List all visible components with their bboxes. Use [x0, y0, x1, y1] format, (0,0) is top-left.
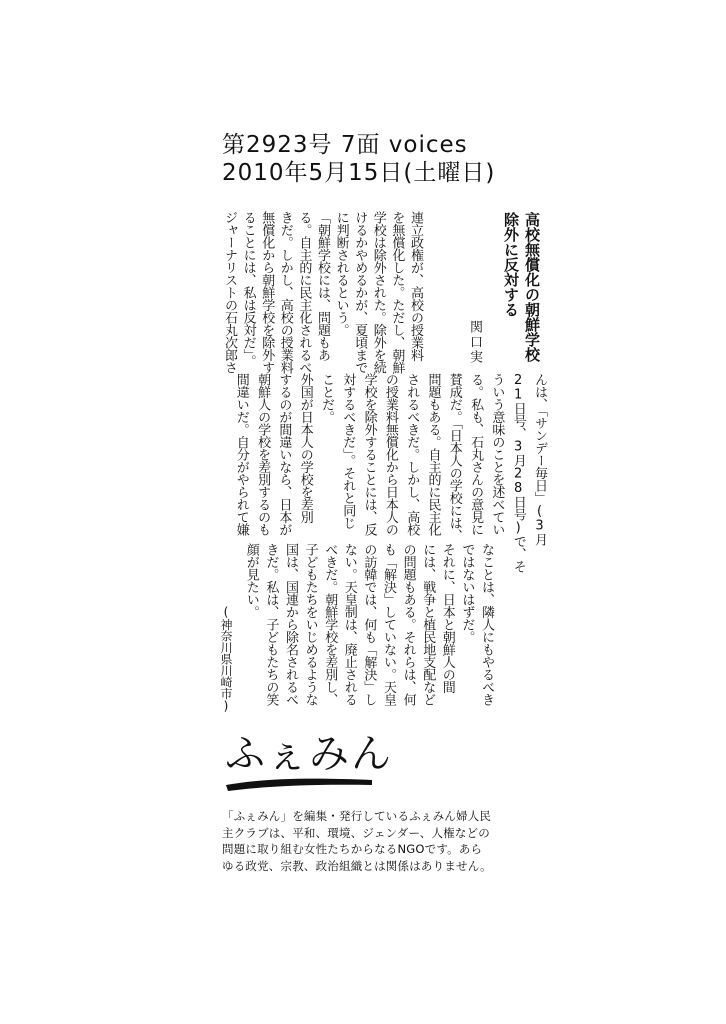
article-column: に判断されるという。	[333, 211, 349, 336]
headline-line-2: 除外に反対する	[502, 212, 520, 317]
article-column: 対するべきだ」。それと同じ	[340, 373, 356, 529]
article-column: 子どもたちをいじめるような	[302, 543, 318, 706]
newspaper-clipping	[212, 205, 556, 713]
article-column: ではないはずだ。	[459, 543, 475, 643]
footer-line: 問題に取り組む女性たちからなるNGOです。あら	[222, 842, 483, 856]
footer-description	[222, 808, 506, 874]
article-column: けるかやめるかが、夏頃まで	[352, 211, 368, 374]
article-column: べきだ。朝鮮学校を差別し、	[322, 543, 338, 706]
article-column: の授業料無償化から日本人の	[382, 373, 398, 536]
article-column: 顔が見たい。	[243, 543, 259, 618]
article-column: 問題もある。自主的に民主化	[425, 373, 441, 536]
article-column: 賛成だ。「日本人の学校には、	[446, 373, 462, 542]
femin-logo: ふぇみん	[225, 731, 393, 777]
article-column: 間違いだ。自分がやられて嫌	[233, 373, 249, 536]
article-column: 無償化から朝鮮学校を除外す	[259, 211, 275, 374]
article-column: ることには、私は反対だ」。	[240, 211, 256, 367]
article-column: ことだ。	[319, 373, 334, 423]
article-location: (神奈川県川崎市)	[219, 605, 233, 713]
article-column: 国は、国連から除名されるべ	[283, 543, 298, 706]
article-column: 学校を除外することには、反	[361, 373, 377, 536]
article-author: 関口実	[467, 320, 482, 365]
article-column: 朝鮮人の学校を差別するのも	[255, 373, 271, 536]
article-column: の訪韓では、何も「解決」し	[361, 543, 377, 706]
article-column: んは、「サンデー毎日」(3月	[532, 373, 547, 546]
article-column: の問題もある。それらは、何	[400, 543, 416, 706]
article-column: なことは、隣人にもやるべき	[479, 543, 494, 706]
article-column: には、戦争と植民地支配など	[420, 543, 436, 706]
article-column: きだ。しかし、高校の授業料	[277, 211, 293, 374]
article-column: を無償化した。ただし、朝鮮	[389, 211, 405, 374]
clipping-header	[222, 131, 495, 187]
issue-line: 第2923号 7面 voices	[222, 132, 468, 158]
footer-line: 「ふぇみん」を編集・発行しているふぇみん婦人民	[222, 809, 492, 823]
footer-line: 主クラブは、平和、環境、ジェンダー、人権などの	[222, 825, 490, 840]
date-line: 2010年5月15日(土曜日)	[222, 160, 496, 186]
article-column: ジャーナリストの石丸次郎さ	[222, 211, 237, 374]
article-column: る。私も、石丸さんの意見に	[468, 373, 484, 536]
headline-line-1: 高校無償化の朝鮮学校	[523, 212, 541, 362]
article-column: きだ。私は、子どもたちの笑	[263, 543, 279, 706]
article-column: も「解決」していない。天皇	[381, 543, 396, 706]
article-column: ない。天皇制は、廃止される	[341, 543, 357, 706]
article-column: 「朝鮮学校には、問題もあ	[315, 211, 330, 361]
article-column: されるべきだ。しかし、高校	[404, 373, 420, 536]
article-column: る。自主的に民主化されるべ	[296, 211, 312, 374]
footer-line: ゆる政党、宗教、政治組織とは関係はありません。	[222, 858, 492, 873]
article-column: するのが間違いなら、日本が	[276, 373, 292, 536]
article-column: 学校は除外された。除外を続	[370, 211, 386, 374]
brush-stroke-underline	[222, 771, 382, 793]
article-column: 外国が日本人の学校を差別	[297, 373, 313, 523]
article-column: それに、日本と朝鮮人の間	[439, 543, 455, 693]
article-column: 21日号、3月28日号)で、そ	[510, 373, 526, 573]
article-column: ういう意味のことを述べてい	[489, 373, 505, 536]
article-column: 連立政権が、高校の授業料	[408, 211, 423, 361]
